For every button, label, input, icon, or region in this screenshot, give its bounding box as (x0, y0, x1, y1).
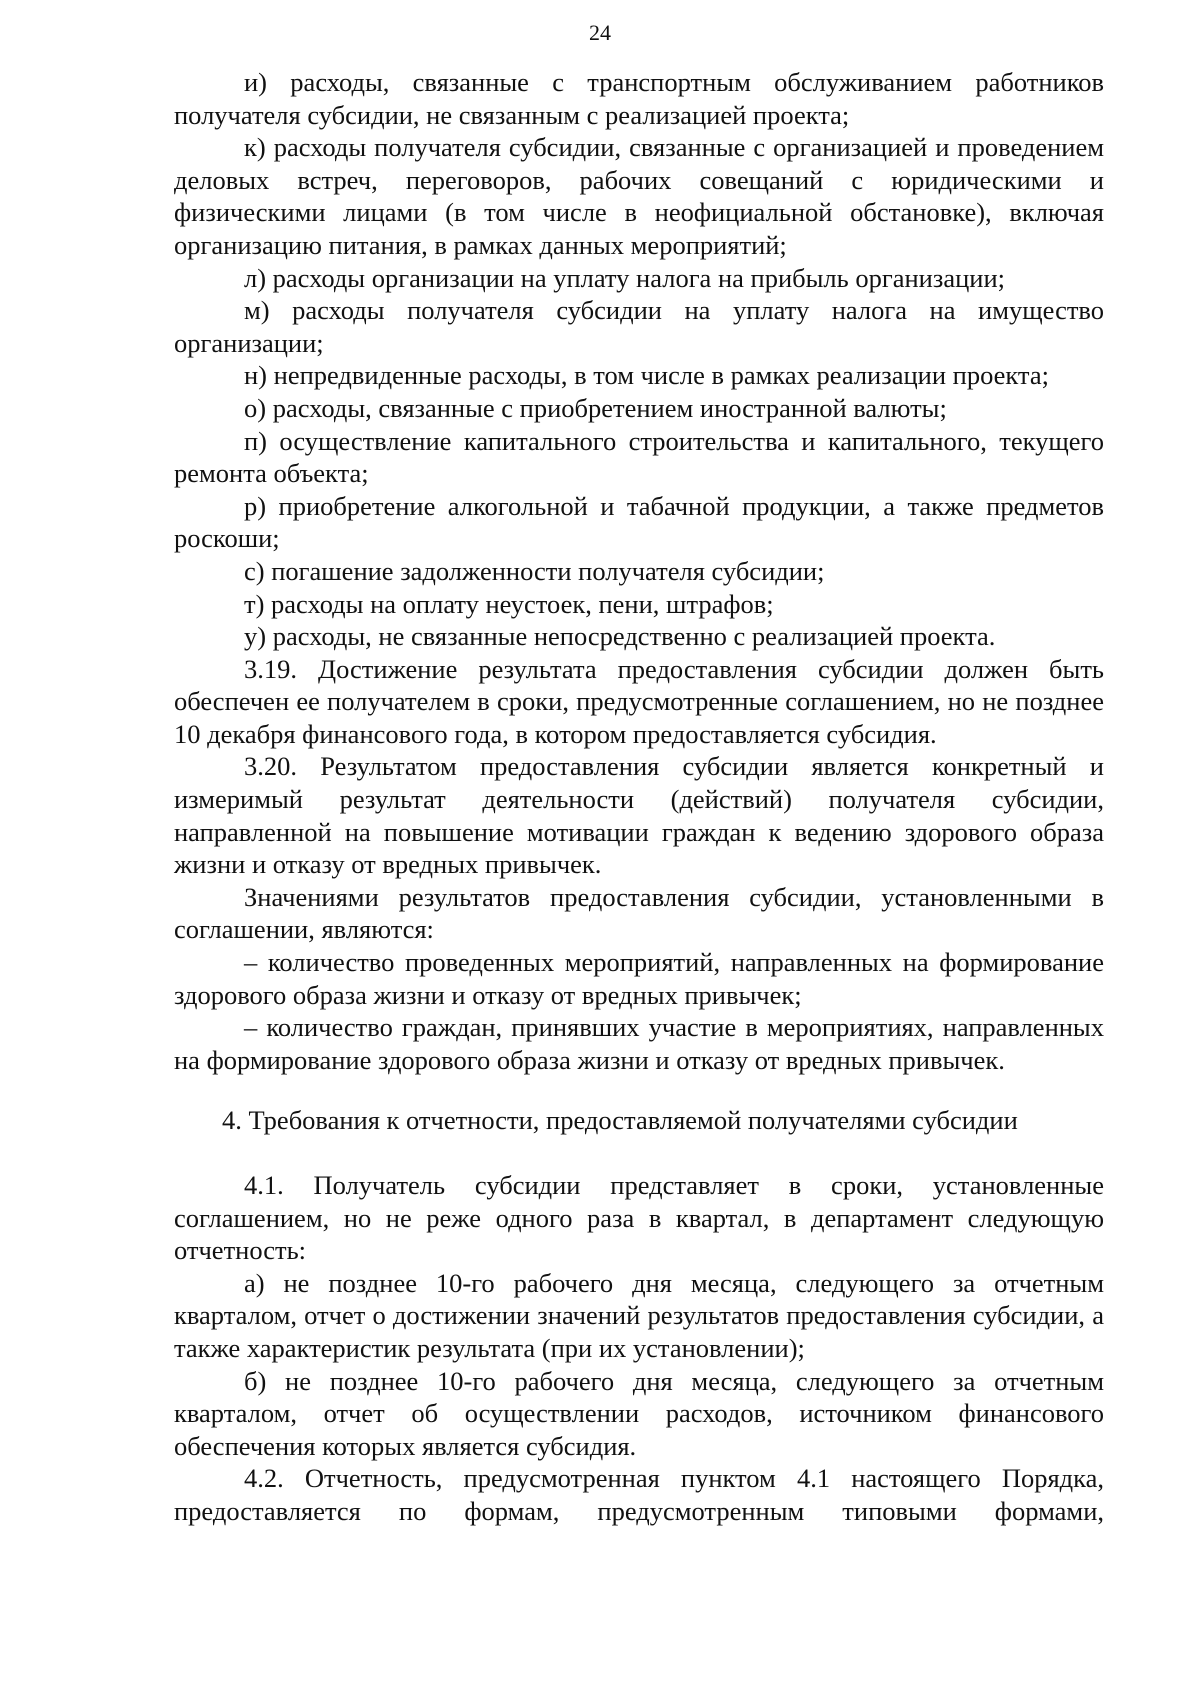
paragraph-o: о) расходы, связанные с приобретением иностранной валюты; (244, 392, 947, 423)
bullet-item-2: – количество граждан, принявших участие в мероприятиях, направленных на формирование здорового образа жизни и отказу от вредных привычек. (174, 1012, 1104, 1075)
paragraph-p: п) осуществление капитального строительства и капитального, текущего ремонта объекта; (174, 425, 1104, 489)
paragraph-values-intro: Значениями результатов предоставления субсидии, установленными в соглашении, являются: (174, 881, 1104, 945)
section-4-heading: 4. Требования к отчетности, предоставляемой получателями субсидии (222, 1105, 1018, 1136)
paragraph-t: т) расходы на оплату неустоек, пени, штрафов; (244, 588, 774, 619)
paragraph-4-2: 4.2. Отчетность, предусмотренная пунктом 4.1 настоящего Порядка, предоставляется по формам, предусмотренным типовыми формами, (174, 1463, 1104, 1526)
paragraph-r: р) приобретение алкогольной и табачной продукции, а также предметов роскоши; (174, 490, 1104, 554)
paragraph-k: к) расходы получателя субсидии, связанные с организацией и проведением деловых встреч, переговоров, рабочих совещаний с юридическими и физическими лицами (в том числе в неофициальной обстановке), включая организацию питания, в рамках данных мероприятий; (174, 132, 1104, 260)
page-number: 24 (589, 20, 611, 45)
paragraph-m: м) расходы получателя субсидии на уплату налога на имущество организации; (174, 295, 1104, 358)
paragraph-n: н) непредвиденные расходы, в том числе в рамках реализации проекта; (244, 360, 1049, 391)
paragraph-4-1: 4.1. Получатель субсидии представляет в сроки, установленные соглашением, но не реже одного раза в квартал, в департамент следующую отчетность: (174, 1170, 1104, 1266)
paragraph-b: б) не позднее 10-го рабочего дня месяца, следующего за отчетным кварталом, отчет об осуществлении расходов, источником финансового обеспечения которых является субсидия. (174, 1365, 1104, 1461)
paragraph-u: у) расходы, не связанные непосредственно с реализацией проекта. (244, 621, 996, 652)
paragraph-s: с) погашение задолженности получателя субсидии; (244, 555, 825, 586)
paragraph-a: а) не позднее 10-го рабочего дня месяца, следующего за отчетным кварталом, отчет о достижении значений результатов предоставления субсидии, а также характеристик результата (при их установлении); (174, 1267, 1104, 1363)
paragraph-3-19: 3.19. Достижение результата предоставления субсидии должен быть обеспечен ее получателем в сроки, предусмотренные соглашением, но не позднее 10 декабря финансового года, в котором предоставляется субсидия. (174, 653, 1104, 749)
document-body (174, 66, 1104, 1528)
bullet-item-1: – количество проведенных мероприятий, направленных на формирование здорового образа жизни и отказу от вредных привычек; (174, 947, 1104, 1010)
paragraph-3-20: 3.20. Результатом предоставления субсидии является конкретный и измеримый результат деятельности (действий) получателя субсидии, направленной на повышение мотивации граждан к ведению здорового образа жизни и отказу от вредных привычек. (174, 751, 1104, 880)
paragraph-i: и) расходы, связанные с транспортным обслуживанием работников получателя субсидии, не связанным с реализацией проекта; (174, 67, 1104, 130)
paragraph-l: л) расходы организации на уплату налога на прибыль организации; (244, 262, 1005, 293)
